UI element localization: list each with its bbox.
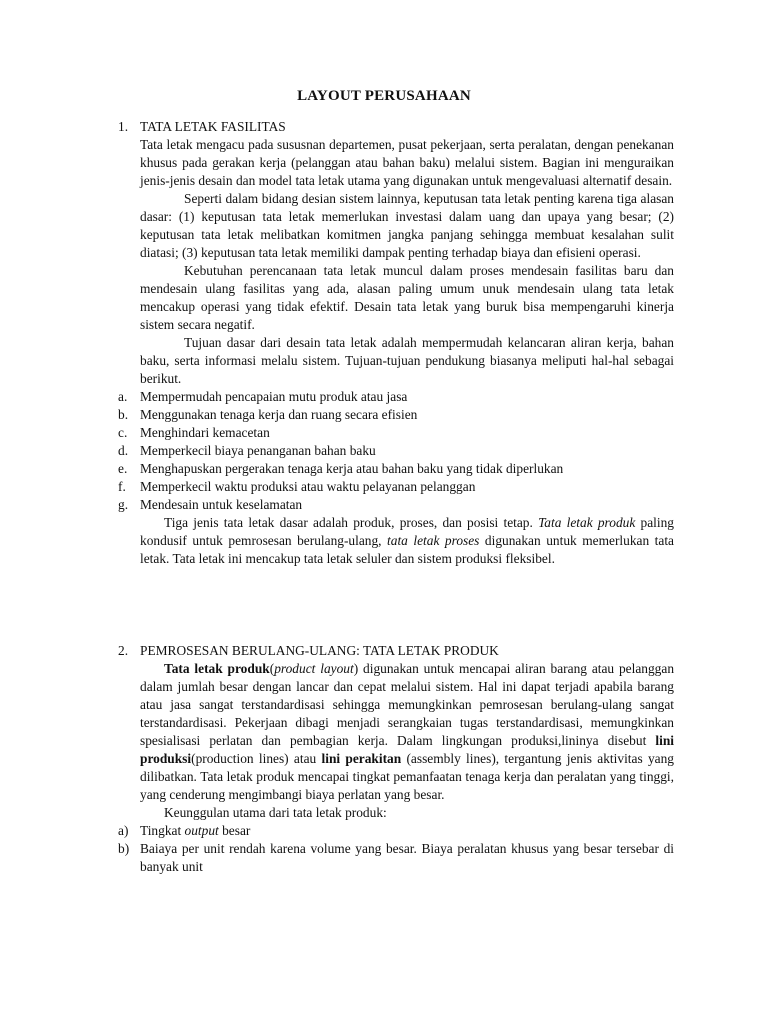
list-item: a. Mempermudah pencapaian mutu produk atau jasa xyxy=(118,389,408,404)
list-item: g. Mendesain untuk keselamatan xyxy=(118,497,303,512)
paragraph: Tata letak mengacu pada sususnan departemen, pusat pekerjaan, serta peralatan, dengan penekanan khusus pada gerakan kerja (pelanggan atau bahan baku) melalui sistem. Bagian ini menguraikan jenis-jenis desain dan model tata letak utama yang digunakan untuk mengevaluasi alternatif desain. xyxy=(140,137,674,188)
paragraph: Seperti dalam bidang desian sistem lainnya, keputusan tata letak penting karena tiga alasan dasar: (1) keputusan tata letak memerlukan investasi dalam uang dan upaya yang besar; (2) keputusan tata letak melibatkan komitmen jangka panjang sehingga membuat kesalahan sulit diatasi; (3) keputusan tata letak memiliki dampak penting terhadap biaya dan efisieni operasi. xyxy=(140,191,674,260)
list-item: b) Baiaya per unit rendah karena volume yang besar. Biaya peralatan khusus yang besar tersebar di banyak unit xyxy=(118,841,674,874)
section-title: PEMROSESAN BERULANG-ULANG: TATA LETAK PRODUK xyxy=(140,643,499,658)
paragraph: Kebutuhan perencanaan tata letak muncul dalam proses mendesain fasilitas baru dan mendesain ulang fasilitas yang ada, alasan paling umum unuk mendesain ulang tata letak mencakup operasi yang tidak efektif. Desain tata letak yang buruk bisa mempengaruhi kinerja sistem secara negatif. xyxy=(140,263,674,332)
list-item: b. Menggunakan tenaga kerja dan ruang secara efisien xyxy=(118,407,418,422)
list-item: c. Menghindari kemacetan xyxy=(118,425,270,440)
section-number: 2. xyxy=(118,643,129,658)
advantages-list xyxy=(118,822,674,876)
list-item: a) Tingkat output besar xyxy=(118,823,251,838)
section-1-heading xyxy=(118,118,674,136)
section-2 xyxy=(118,642,674,876)
section-2-heading xyxy=(118,642,674,660)
section-1 xyxy=(118,118,674,568)
paragraph: Tiga jenis tata letak dasar adalah produk, proses, dan posisi tetap. Tata letak produk paling kondusif untuk pemrosesan berulang-ulang, tata letak proses digunakan untuk memerlukan tata letak. Tata letak ini mencakup tata letak seluler dan sistem produksi fleksibel. xyxy=(140,515,674,566)
list-item: d. Memperkecil biaya penanganan bahan baku xyxy=(118,443,376,458)
paragraph: Tujuan dasar dari desain tata letak adalah mempermudah kelancaran aliran kerja, bahan baku, serta informasi melalu sistem. Tujuan-tujuan pendukung biasanya meliputi hal-hal sebagai berikut. xyxy=(140,335,674,386)
page-title: LAYOUT PERUSAHAAN xyxy=(297,88,471,104)
list-item: f. Memperkecil waktu produksi atau waktu pelayanan pelanggan xyxy=(118,479,476,494)
goals-list xyxy=(118,388,674,514)
paragraph: Keunggulan utama dari tata letak produk: xyxy=(164,805,387,820)
section-number: 1. xyxy=(118,119,129,134)
list-item: e. Menghapuskan pergerakan tenaga kerja atau bahan baku yang tidak diperlukan xyxy=(118,461,564,476)
section-title: TATA LETAK FASILITAS xyxy=(140,119,286,134)
paragraph: Tata letak produk(product layout) digunakan untuk mencapai aliran barang atau pelanggan dalam jumlah besar dengan lancar dan cepat melalui sistem. Hal ini dapat terjadi apabila barang atau jasa sangat terstandardisasi sehingga memungkinkan pemrosesan berulang-ulang sangat terstandardisasi. Pekerjaan dibagi menjadi serangkaian tugas terstandardisasi, memungkinkan spesialisasi perlatan dan pembagian kerja. Dalam lingkungan produksi,lininya disebut lini produksi(production lines) atau lini perakitan (assembly lines), tergantung jenis aktivitas yang dilibatkan. Tata letak produk mencapai tingkat pemanfaatan tenaga kerja dan peralatan yang tinggi, yang cenderung mengimbangi biaya perlatan yang besar. xyxy=(140,661,675,802)
